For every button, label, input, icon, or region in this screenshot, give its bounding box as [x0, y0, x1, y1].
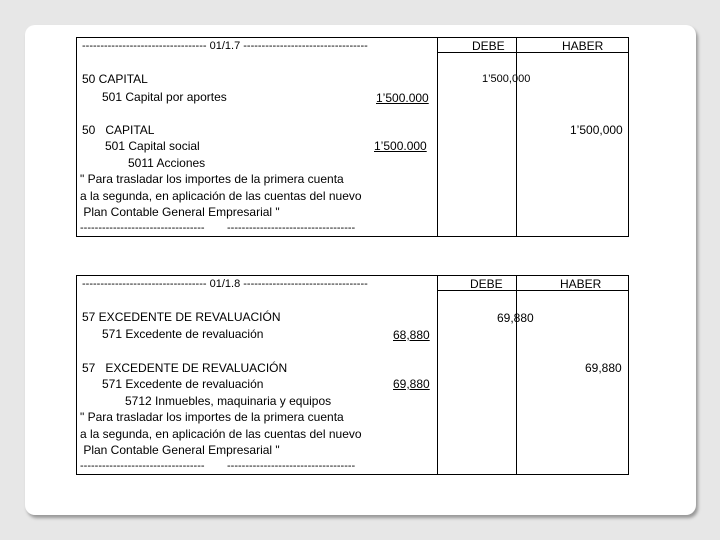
haber-amount: 69,880 [585, 361, 622, 375]
haber-amount: 1’500,000 [482, 73, 531, 85]
haber-column-header: HABER [560, 277, 602, 291]
debe-amount: 68,880 [393, 328, 430, 342]
account-line: 50 CAPITAL [82, 123, 155, 137]
account-line: 50 CAPITAL [82, 72, 148, 86]
journal-entry-1 [76, 37, 629, 237]
account-line: 5712 Inmuebles, maquinaria y equipos [125, 394, 332, 408]
debe-amount: 1’500.000 [374, 139, 427, 153]
entry-footer-right: ----------------------------------- [227, 460, 356, 472]
account-line: 57 EXCEDENTE DE REVALUACIÓN [82, 310, 281, 324]
account-line: 571 Excedente de revaluación [102, 327, 264, 341]
debe-amount: 69,880 [393, 377, 430, 391]
account-line: 571 Excedente de revaluación [102, 377, 264, 391]
account-line: 5011 Acciones [128, 156, 206, 170]
gloss-line: a la segunda, en aplicación de las cuentas del nuevo [80, 427, 362, 441]
journal-entry-2 [76, 275, 629, 475]
gloss-line: Plan Contable General Empresarial " [80, 205, 280, 219]
entry-footer-left: ---------------------------------- [80, 222, 205, 234]
haber-amount: 69,880 [497, 311, 534, 325]
entry-header: ---------------------------------- 01/1.8 ---------------------------------- [82, 278, 368, 290]
haber-column-header: HABER [562, 39, 604, 53]
haber-amount: 1’500,000 [570, 123, 623, 137]
gloss-line: " Para trasladar los importes de la primera cuenta [80, 172, 344, 186]
entry-header: ---------------------------------- 01/1.7 ---------------------------------- [82, 40, 368, 52]
account-line: 57 EXCEDENTE DE REVALUACIÓN [82, 361, 288, 375]
gloss-line: " Para trasladar los importes de la primera cuenta [80, 410, 344, 424]
debe-column-header: DEBE [470, 277, 503, 291]
account-line: 501 Capital social [105, 139, 200, 153]
debe-amount: 1’500.000 [376, 91, 429, 105]
gloss-line: Plan Contable General Empresarial " [80, 443, 280, 457]
gloss-line: a la segunda, en aplicación de las cuentas del nuevo [80, 189, 362, 203]
entry-footer-right: ----------------------------------- [227, 222, 356, 234]
account-line: 501 Capital por aportes [102, 90, 227, 104]
entry-footer-left: ---------------------------------- [80, 460, 205, 472]
debe-column-header: DEBE [472, 39, 505, 53]
